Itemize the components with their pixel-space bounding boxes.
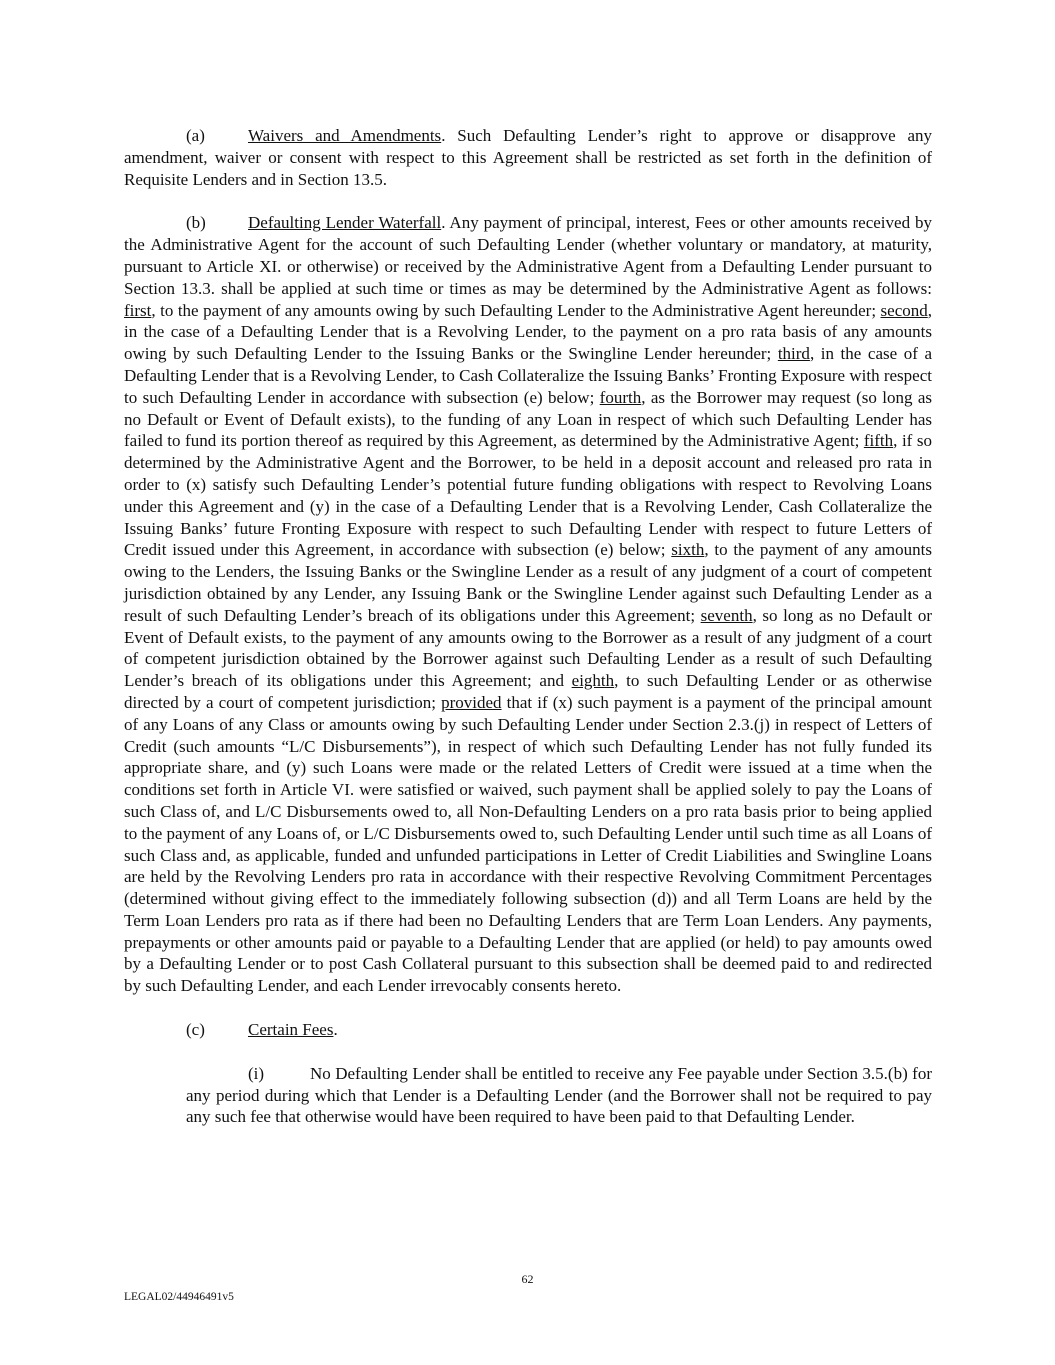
- paragraph-a-text: . Such Defaulting Lender’s right to approve or disapprove any amendment, waiver or consent with respect to this Agreement shall be restricted as set forth in the definition of Requisite Lenders and in Section 13.5.: [124, 126, 932, 189]
- paragraph-b-text: , so long as no Default or Event of Default exists, to the payment of any amounts owing to the Borrower as a result of any judgment of a court of competent jurisdiction obtained by the Borrower against such Defaulting Lender as a result of such Defaulting Lender’s breach of its obligations under this Agreement; and: [124, 605, 933, 691]
- paragraph-c-i-label: (i): [248, 1063, 265, 1083]
- term-fourth: fourth: [599, 387, 642, 407]
- paragraph-a-heading: Waivers and Amendments: [248, 126, 442, 145]
- paragraph-b-heading: Defaulting Lender Waterfall: [248, 213, 442, 233]
- paragraph-b-text: , to the payment of any amounts owing to the Lenders, the Issuing Banks or the Swingline Lender as a result of any judgment of a court of competent jurisdiction obtained by any Lender, any Issuing Bank or the Swingline Lender against such Defaulting Lender as a result of such Defaulting Lender’s breach of its obligations under this Agreement;: [124, 540, 932, 625]
- paragraph-c-i: [186, 1063, 932, 1128]
- document-id: LEGAL02/44946491v5: [124, 1291, 234, 1303]
- term-provided: provided: [441, 692, 502, 712]
- paragraph-b-text: , in the case of a Defaulting Lender that is a Revolving Lender, to Cash Collateralize the Issuing Banks’ Fronting Exposure with respect to such Defaulting Lender in accordance with subsection (e) below;: [124, 344, 933, 407]
- term-seventh: seventh: [700, 605, 753, 625]
- term-third: third: [777, 344, 810, 364]
- paragraph-a: [124, 125, 932, 190]
- paragraph-b-text: , as the Borrower may request (so long as no Default or Event of Default exists), to the funding of any Loan in respect of which such Defaulting Lender has failed to fund its portion thereof as required by this Agreement, as determined by the Administrative Agent;: [124, 387, 932, 451]
- paragraph-b-text: . Any payment of principal, interest, Fees or other amounts received by the Administrative Agent for the account of such Defaulting Lender (whether voluntary or mandatory, at maturity, pursuant to Article XI. or otherwise) or received by the Administrative Agent from a Defaulting Lender pursuant to Section 13.3. shall be applied at such time or times as may be determined by the Administrative Agent as follows:: [124, 213, 932, 298]
- paragraph-c-i-text: No Defaulting Lender shall be entitled to receive any Fee payable under Section 3.5.(b) for any period during which that Lender is a Defaulting Lender (and the Borrower shall not be required to pay any such fee that otherwise would have been required to have been paid to that Defaulting Lender.: [186, 1063, 932, 1127]
- document-body: [124, 125, 932, 1150]
- paragraph-b: [124, 212, 932, 997]
- term-second: second: [880, 300, 928, 320]
- paragraph-c: [124, 1019, 932, 1041]
- paragraph-b-text: that if (x) such payment is a payment of the principal amount of any Loans of any Class or amounts owing by such Defaulting Lender under Section 2.3.(j) in respect of Letters of Credit (such amounts “L/C Disbursements”), in respect of which such Defaulting Lender has not fully funded its appropriate share, and (y) such Loans were made or the related Letters of Credit were issued at a time when the conditions set forth in Article VI. were satisfied or waived, such payment shall be applied solely to pay the Loans of such Class of, and L/C Disbursements owed to, all Non-Defaulting Lenders on a pro rata basis prior to being applied to the payment of any Loans of, or L/C Disbursements owed to, such Defaulting Lender until such time as all Loans of such Class and, as applicable, funded and unfunded participations in Letter of Credit Liabilities and Swingline Loans are held by the Revolving Lenders pro rata in accordance with their respective Revolving Commitment Percentages (determined without giving effect to the immediately following subsection (d)) and all Term Loans are held by the Term Loan Lenders pro rata as if there had been no Defaulting Lenders that are Term Loan Lenders. Any payments, prepayments or other amounts paid or payable to a Defaulting Lender that are applied (or held) to pay amounts owed by a Defaulting Lender or to post Cash Collateral pursuant to this subsection shall be deemed paid to and redirected by such Defaulting Lender, and each Lender irrevocably consents hereto.: [124, 692, 932, 996]
- paragraph-b-label: (b): [186, 213, 206, 233]
- paragraph-c-heading: Certain Fees: [248, 1020, 334, 1040]
- term-eighth: eighth: [571, 671, 615, 691]
- term-first: first: [124, 300, 152, 320]
- page-number: 62: [521, 1272, 534, 1286]
- paragraph-b-text: , to the payment of any amounts owing by such Defaulting Lender to the Administrative Agent hereunder;: [151, 300, 881, 320]
- paragraph-b-text: , to such Defaulting Lender or as otherwise directed by a court of competent jurisdiction;: [124, 671, 932, 712]
- paragraph-a-label: (a): [186, 126, 205, 145]
- term-fifth: fifth: [863, 431, 894, 451]
- paragraph-c-text: .: [333, 1020, 338, 1040]
- paragraph-b-text: , in the case of a Defaulting Lender that is a Revolving Lender, to the payment on a pro rata basis of any amounts owing by such Defaulting Lender to the Issuing Banks or the Swingline Lender hereunder;: [124, 300, 932, 364]
- term-sixth: sixth: [671, 540, 705, 560]
- paragraph-c-label: (c): [186, 1020, 205, 1040]
- paragraph-b-text: , if so determined by the Administrative Agent and the Borrower, to be held in a deposit account and released pro rata in order to (x) satisfy such Defaulting Lender’s potential future funding obligations with respect to Revolving Loans under this Agreement and (y) in the case of a Defaulting Lender that is a Revolving Lender, Cash Collateralize the Issuing Banks’ future Fronting Exposure with respect to such Defaulting Lender with respect to future Letters of Credit issued under this Agreement, in accordance with subsection (e) below;: [124, 431, 933, 560]
